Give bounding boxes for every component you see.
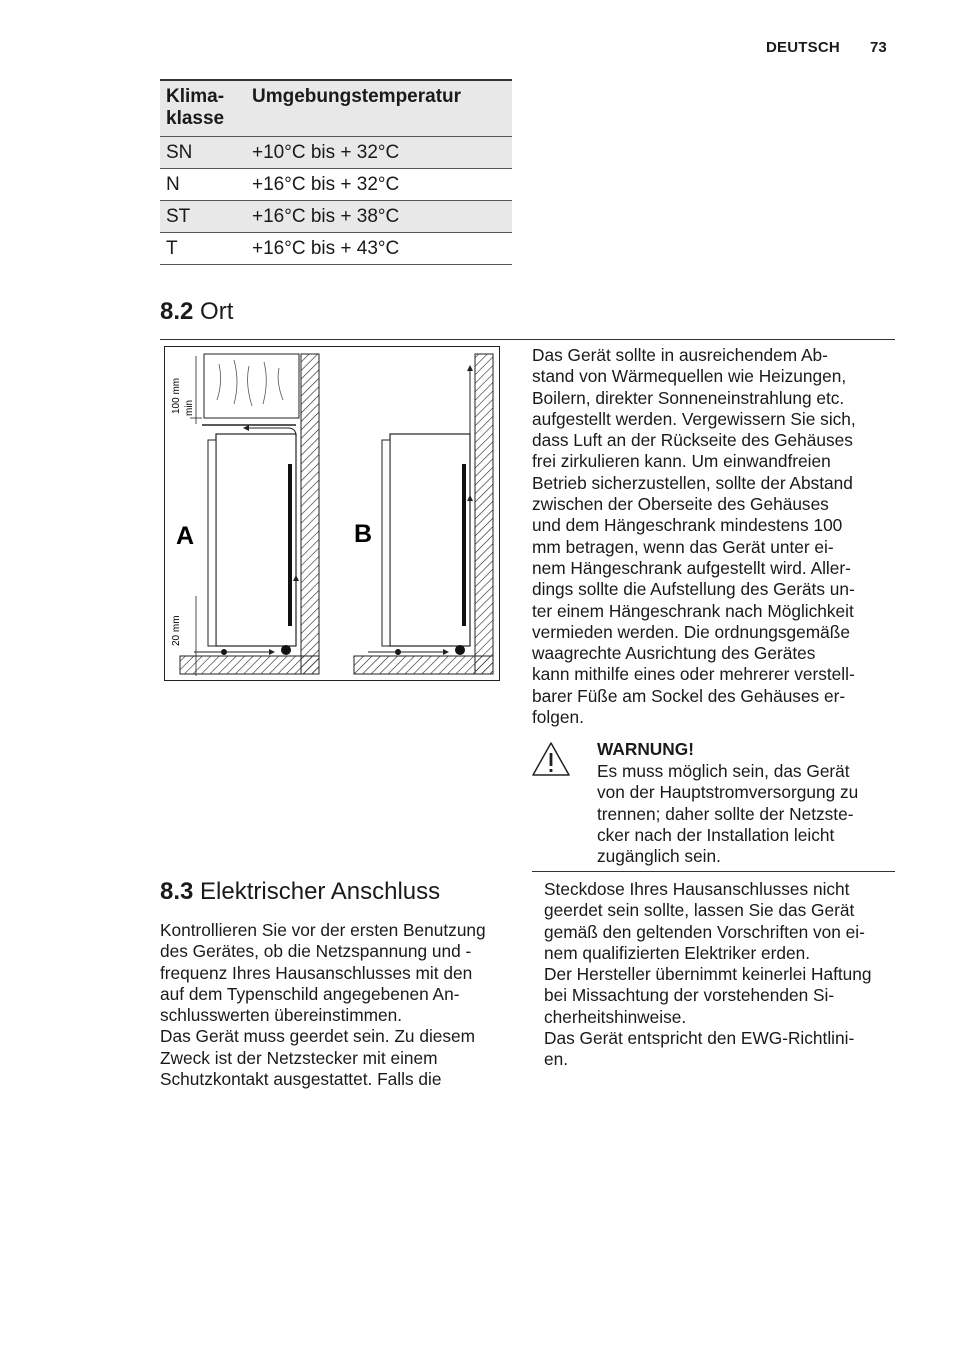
table-cell: +16°C bis + 32°C: [252, 173, 400, 195]
table-header-row: [160, 80, 512, 136]
header-language: DEUTSCH: [766, 39, 840, 56]
table-row: [160, 168, 512, 200]
section-divider: [532, 871, 895, 872]
page-number: 73: [870, 39, 887, 56]
dimension-top-note: min: [184, 399, 195, 416]
installation-clearance-figure: [164, 346, 500, 681]
table-cell: N: [166, 173, 180, 195]
variant-b-label: B: [354, 520, 373, 548]
electrical-paragraph-left: Kontrollieren Sie vor der ersten Benutzung des Gerätes, ob die Netzspannung und - frequenz Ihres Hausanschlusses mit den auf dem Typenschild angegebenen An- schlusswerten übereinstimmen. Das Gerät muss geerdet sein. Zu diesem Zweck ist der Netzstecker mit einem Schutzkontakt ausgestattet. Falls die: [160, 920, 486, 1090]
foot-b-back: [455, 645, 465, 655]
electrical-paragraph-right: Steckdose Ihres Hausanschlusses nicht geerdet sein sollte, lassen Sie das Gerät gemäß den geltenden Vorschriften von ei- nem qualifizierten Elektriker erden. Der Hersteller übernimmt keinerlei Haftung bei Missachtung der vorstehenden Si- cherheitshinweise. Das Gerät entspricht den EWG-Richtlini- en.: [544, 879, 872, 1070]
location-paragraph: Das Gerät sollte in ausreichendem Ab- stand von Wärmequellen wie Heizungen, Boilern, direkter Sonneneinstrahlung etc. aufgestellt werden. Vergewissern Sie sich, dass Luft an der Rückseite des Gehäuses frei zirkulieren kann. Um einwandfreien Betrieb sicherzustellen, sollte der Abstand zwischen der Oberseite des Gehäuses und dem Hängeschrank mindestens 100 mm betragen, wenn das Gerät unter ei- nem Hängeschrank aufgestellt wird. Aller- dings sollte die Aufstellung des Geräts un- ter einem Hängeschrank nach Möglichkeit vermieden werden. Die ordnungsgemäße waagrechte Ausrichtung des Gerätes kann mithilfe eines oder mehrerer verstell- barer Füße am Sockel des Gehäuses er- folgen.: [532, 345, 856, 728]
variant-a-label: A: [176, 522, 195, 550]
floor-a: [180, 656, 319, 674]
warning-text: Es muss möglich sein, das Gerät von der Hauptstromversorgung zu trennen; daher sollte der Netzste- cker nach der Installation leicht zugänglich sein.: [597, 761, 859, 867]
column-header-ambient-temperature: Umgebungstemperatur: [252, 86, 462, 107]
section-number: 8.2: [160, 298, 194, 325]
appliance-door-a: [208, 440, 216, 646]
table-cell: +16°C bis + 43°C: [252, 237, 400, 259]
table-row: [160, 136, 512, 168]
section-heading-electrical: [160, 878, 440, 906]
warning-title: WARNUNG!: [597, 739, 694, 759]
wall-a: [301, 354, 319, 674]
foot-a-back: [281, 645, 291, 655]
appliance-a: [216, 434, 296, 646]
appliance-door-b: [382, 440, 390, 646]
wall-b: [475, 354, 493, 674]
section-divider: [160, 339, 895, 340]
table-row: [160, 200, 512, 232]
floor-b: [354, 656, 493, 674]
section-title: Ort: [200, 298, 234, 325]
table-cell: T: [166, 237, 178, 259]
section-number: 8.3: [160, 878, 194, 905]
warning-triangle-icon: [530, 740, 572, 778]
section-title: Elektrischer Anschluss: [200, 878, 441, 905]
table-cell: +16°C bis + 38°C: [252, 205, 400, 227]
table-cell: ST: [166, 205, 191, 227]
climate-class-table: [160, 79, 512, 265]
table-row: [160, 232, 512, 264]
dimension-top-value: 100 mm: [171, 377, 182, 414]
appliance-b: [390, 434, 470, 646]
variant-b-drawing: [354, 354, 493, 674]
section-heading-location: [160, 298, 233, 326]
column-header-climate-class: Klima- klasse: [166, 86, 225, 129]
table-cell: SN: [166, 141, 193, 163]
dimension-bottom-value: 20 mm: [171, 615, 182, 646]
table-cell: +10°C bis + 32°C: [252, 141, 400, 163]
variant-a-drawing: [171, 354, 319, 676]
wall-cabinet: [204, 354, 299, 418]
